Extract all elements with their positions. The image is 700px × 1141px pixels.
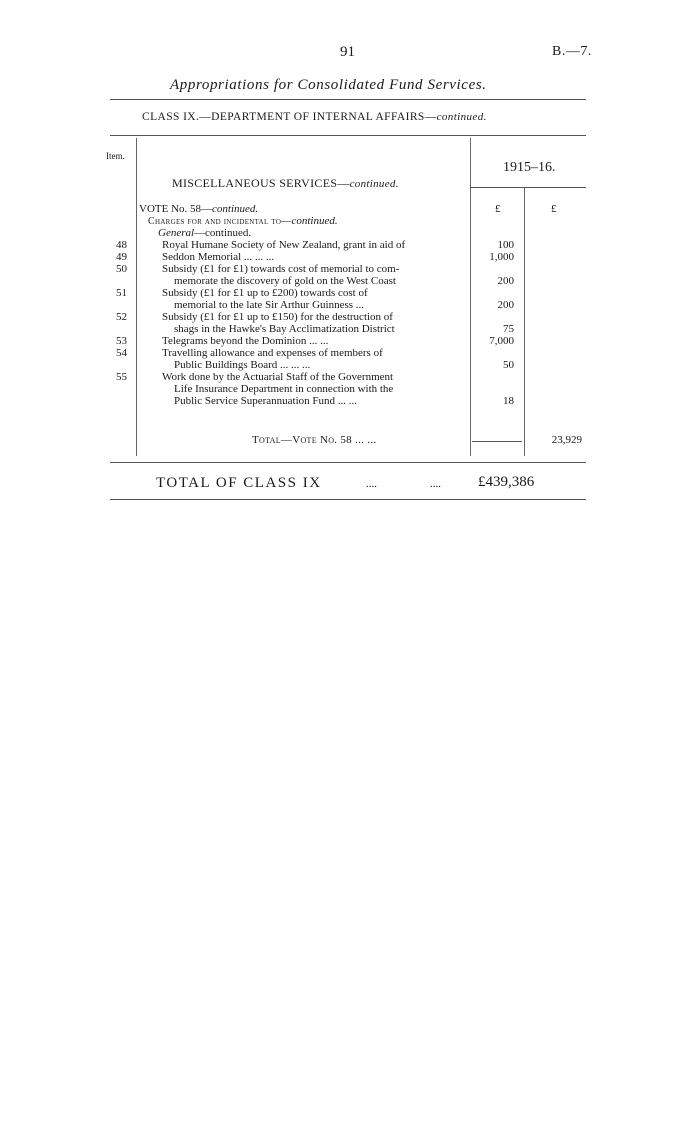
page-number: 91 bbox=[340, 44, 355, 60]
class-heading-main: CLASS IX.—DEPARTMENT OF INTERNAL AFFAIRS— bbox=[142, 111, 437, 123]
line-amount: 50 bbox=[503, 359, 514, 371]
vote-label bbox=[139, 203, 258, 215]
page-title: Appropriations for Consolidated Fund Services. bbox=[170, 77, 487, 93]
item-number: 55 bbox=[116, 371, 127, 383]
year-column-header: 1915–16. bbox=[503, 160, 556, 175]
vote-label-main: VOTE No. 58— bbox=[139, 203, 213, 215]
currency-symbol-col2: £ bbox=[551, 203, 557, 215]
line-description: Subsidy (£1 for £1 up to £150) for the destruction of bbox=[162, 311, 393, 323]
grand-total-amount: £439,386 bbox=[478, 474, 535, 490]
grand-total-leader-2: .... bbox=[430, 478, 441, 490]
currency-symbol-col1: £ bbox=[495, 203, 501, 215]
description-column-divider bbox=[470, 138, 471, 456]
line-description: Royal Humane Society of New Zealand, grant in aid of bbox=[162, 239, 406, 251]
section-title-suffix: continued. bbox=[349, 178, 399, 190]
table-top-rule bbox=[110, 135, 586, 136]
line-description: Subsidy (£1 for £1 up to £200) towards cost of bbox=[162, 287, 368, 299]
general-label-main: General bbox=[158, 227, 195, 239]
line-description: Work done by the Actuarial Staff of the Government bbox=[162, 371, 394, 383]
line-amount: 100 bbox=[497, 239, 514, 251]
line-description: memorate the discovery of gold on the West Coast bbox=[174, 275, 396, 287]
line-amount: 75 bbox=[503, 323, 514, 335]
item-number: 49 bbox=[116, 251, 127, 263]
title-rule bbox=[110, 99, 586, 100]
subtotal-rule bbox=[472, 441, 522, 442]
vote-total-label: Total—Vote No. 58 ... ... bbox=[252, 434, 377, 446]
charges-label-main: Charges for and incidental to— bbox=[148, 216, 292, 227]
line-description: memorial to the late Sir Arthur Guinness ... bbox=[174, 299, 365, 311]
general-label-suffix: —continued. bbox=[194, 227, 252, 239]
charges-label-suffix: continued. bbox=[291, 215, 338, 227]
line-amount: 7,000 bbox=[489, 335, 514, 347]
line-amount: 18 bbox=[503, 395, 514, 407]
vote-total-amount: 23,929 bbox=[551, 434, 582, 446]
year-header-rule bbox=[470, 187, 586, 188]
grand-total-leader-1: .... bbox=[366, 478, 377, 490]
line-amount: 200 bbox=[497, 275, 514, 287]
line-description: Public Service Superannuation Fund ... ... bbox=[174, 395, 358, 407]
line-description: Telegrams beyond the Dominion ... ... bbox=[162, 335, 329, 347]
item-number: 51 bbox=[116, 287, 127, 299]
line-description: Public Buildings Board ... ... ... bbox=[174, 359, 311, 371]
table-bottom-rule bbox=[110, 462, 586, 463]
vote-label-suffix: continued. bbox=[212, 203, 259, 215]
item-column-header: Item. bbox=[106, 151, 125, 161]
line-description: Travelling allowance and expenses of members of bbox=[162, 347, 383, 359]
line-amount: 1,000 bbox=[489, 251, 514, 263]
grand-total-label: TOTAL OF CLASS IX bbox=[156, 475, 322, 491]
page-bottom-rule bbox=[110, 499, 586, 500]
line-description: Subsidy (£1 for £1) towards cost of memorial to com- bbox=[162, 263, 400, 275]
item-number: 53 bbox=[116, 335, 127, 347]
item-number: 48 bbox=[116, 239, 127, 251]
item-number: 54 bbox=[116, 347, 127, 359]
line-description: Life Insurance Department in connection with the bbox=[174, 383, 394, 395]
section-title-main: MISCELLANEOUS SERVICES— bbox=[172, 176, 350, 190]
section-title bbox=[172, 176, 399, 191]
line-description: shags in the Hawke's Bay Acclimatization District bbox=[174, 323, 395, 335]
line-amount: 200 bbox=[497, 299, 514, 311]
class-heading bbox=[142, 111, 487, 123]
item-number: 52 bbox=[116, 311, 127, 323]
general-label bbox=[158, 227, 251, 239]
item-number: 50 bbox=[116, 263, 127, 275]
document-reference: B.—7. bbox=[552, 44, 592, 59]
line-description: Seddon Memorial ... ... ... bbox=[162, 251, 275, 263]
class-heading-suffix: continued. bbox=[436, 111, 487, 123]
amount-column-divider bbox=[524, 188, 525, 456]
